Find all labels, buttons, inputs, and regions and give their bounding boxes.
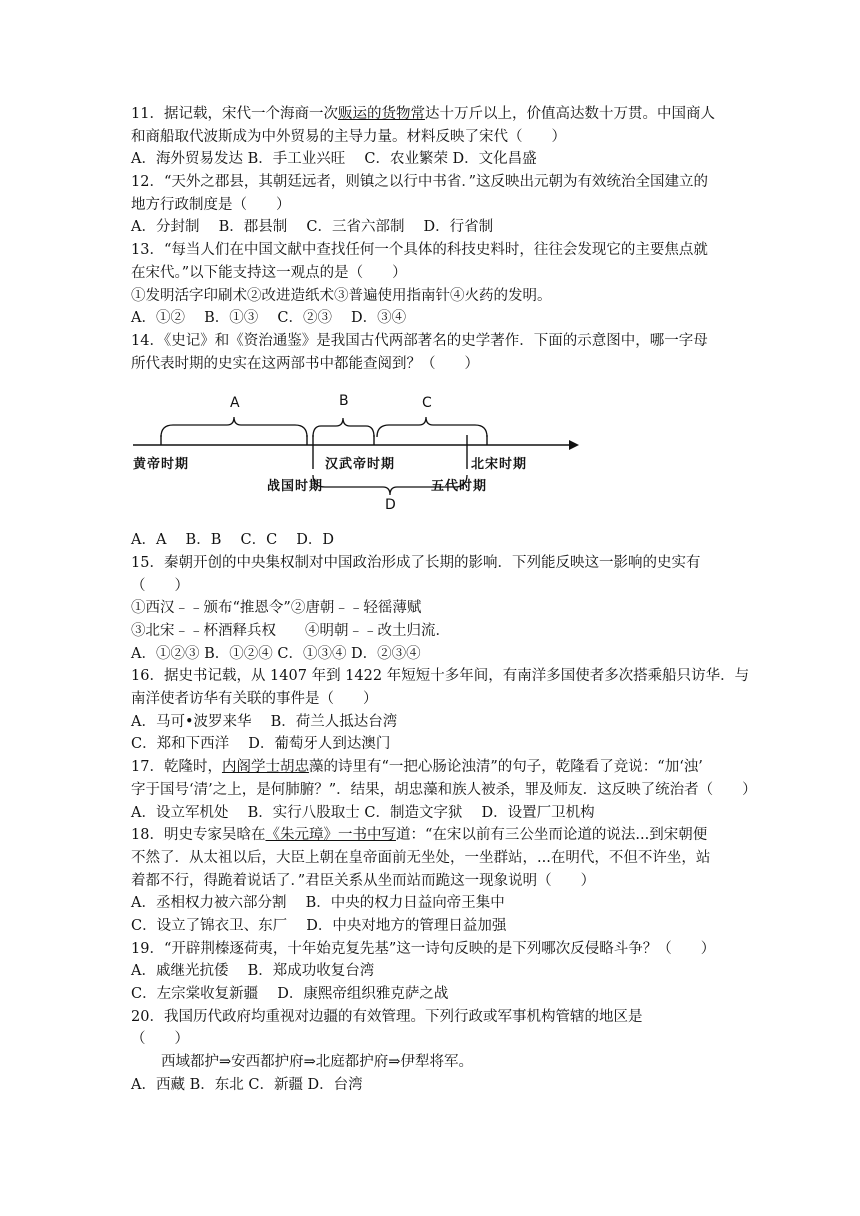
q16-line1: 16．据史书记载，从 1407 年到 1422 年短短十多年间，有南洋多国使者多次搭乘船只访华．与 [131, 668, 750, 685]
q18-line3: 着都不行，得跪着说话了．”君臣关系从坐而站而跪这一现象说明（ ） [131, 872, 596, 889]
q11-options: A．海外贸易发达 B．手工业兴旺 C．农业繁荣 D．文化昌盛 [131, 151, 537, 168]
q19-options1: A．戚继光抗倭 B．郑成功收复台湾 [131, 963, 375, 980]
label-warring-states: 战国时期 [267, 479, 324, 495]
q16-options2: C．郑和下西洋 D．葡萄牙人到达澳门 [131, 736, 391, 753]
label-north-song: 北宋时期 [471, 457, 528, 473]
brace-a [161, 417, 307, 437]
q11-line1: 11．据记载，宋代一个海商一次贩运的货物常达十万斤以上，价值高达数十万贯。中国商人 [131, 106, 715, 122]
q18-options2: C．设立了锦衣卫、东厂 D．中央对地方的管理日益加强 [131, 917, 507, 934]
q13-options: A．①② B．①③ C．②③ D．③④ [131, 310, 407, 327]
timeline-letter-b: B [339, 393, 349, 410]
label-yellow-emperor: 黄帝时期 [133, 457, 190, 473]
q15-line2: （ ） [131, 577, 189, 594]
timeline-letter-d: D [385, 497, 396, 514]
q12-options: A．分封制 B．郡县制 C．三省六部制 D．行省制 [131, 219, 494, 236]
q15-options: A．①②③ B．①②④ C．①③④ D．②③④ [131, 645, 421, 662]
label-five-dynasties: 五代时期 [431, 479, 488, 495]
q20-options: A．西藏 B．东北 C．新疆 D．台湾 [131, 1076, 363, 1093]
exam-page [131, 103, 757, 1096]
q16-line2: 南洋使者访华有关联的事件是（ ） [131, 691, 378, 708]
q13-line2: 在宋代。”以下能支持这一观点的是（ ） [131, 264, 407, 281]
q17-options: A．设立军机处 B．实行八股取士 C．制造文字狱 D．设置厂卫机构 [131, 804, 595, 821]
label-han-wudi: 汉武帝时期 [325, 457, 396, 473]
q16-options1: A．马可•波罗来华 B．荷兰人抵达台湾 [131, 713, 398, 730]
timeline-letter-a: A [230, 395, 240, 412]
q20-line1: 20．我国历代政府均重视对边疆的有效管理。下列行政或军事机构管辖的地区是 [131, 1008, 643, 1025]
q12-line2: 地方行政制度是（ ） [131, 196, 291, 213]
q19-options2: C．左宗棠收复新疆 D．康熙帝组织雅克萨之战 [131, 986, 449, 1002]
q20-chain: 西域都护⇒安西都护府⇒北庭都护府⇒伊犁将军。 [161, 1054, 473, 1071]
brace-b [313, 418, 374, 437]
q14-line1: 14．《史记》和《资治通鉴》是我国古代两部著名的史学著作．下面的示意图中，哪一字母 [131, 332, 708, 349]
timeline-diagram [131, 377, 731, 527]
timeline-letter-c: C [422, 395, 432, 412]
q17-line2: 字于国号‘清’之上，是何肺腑？”．结果，胡忠藻和族人被杀，罪及师友．这反映了统治者（ ） [131, 781, 757, 798]
q17-line1: 17．乾隆时，内阁学士胡忠藻的诗里有“一把心肠论浊清”的句子，乾隆看了竞说：“加‘浊’ [131, 759, 703, 776]
q18-options1: A．丞相权力被六部分割 B．中央的权力日益向帝王集中 [131, 895, 505, 912]
q14-line2: 所代表时期的史实在这两部书中都能查阅到？（ ） [131, 355, 479, 372]
q18-line2: 不然了．从太祖以后，大臣上朝在皇帝面前无坐处，一坐群站，...在明代，不但不许坐，站 [131, 849, 711, 866]
q13-items: ①发明活字印刷术②改进造纸术③普遍使用指南针④火药的发明。 [131, 287, 552, 304]
q14-options: A．A B．B C．C D．D [131, 532, 335, 549]
q12-line1: 12．“天外之郡县，其朝廷远者，则镇之以行中书省．”这反映出元朝为有效统治全国建立的 [131, 174, 709, 191]
q15-items1: ①西汉﹣﹣颁布“推恩令”②唐朝﹣﹣轻徭薄赋 [131, 600, 422, 617]
q19-line1: 19．“开辟荆榛逐荷夷，十年始克复先基”这一诗句反映的是下列哪次反侵略斗争？（ ） [131, 940, 716, 957]
timeline-arrow [569, 440, 579, 450]
q15-items2: ③北宋﹣﹣杯酒释兵权 ④明朝﹣﹣改土归流． [131, 623, 450, 639]
brace-c [377, 417, 487, 437]
q15-line1: 15．秦朝开创的中央集权制对中国政治形成了长期的影响．下列能反映这一影响的史实有 [131, 554, 701, 571]
q18-line1: 18．明史专家吴晗在《朱元璋》一书中写道：“在宋以前有三公坐而论道的说法...到宋朝便 [131, 827, 708, 844]
q13-line1: 13．“每当人们在中国文献中查找任何一个具体的科技史料时，往往会发现它的主要焦点就 [131, 242, 708, 259]
q20-line2: （ ） [131, 1031, 189, 1048]
q11-line2: 和商船取代波斯成为中外贸易的主导力量。材料反映了宋代（ ） [131, 128, 566, 145]
